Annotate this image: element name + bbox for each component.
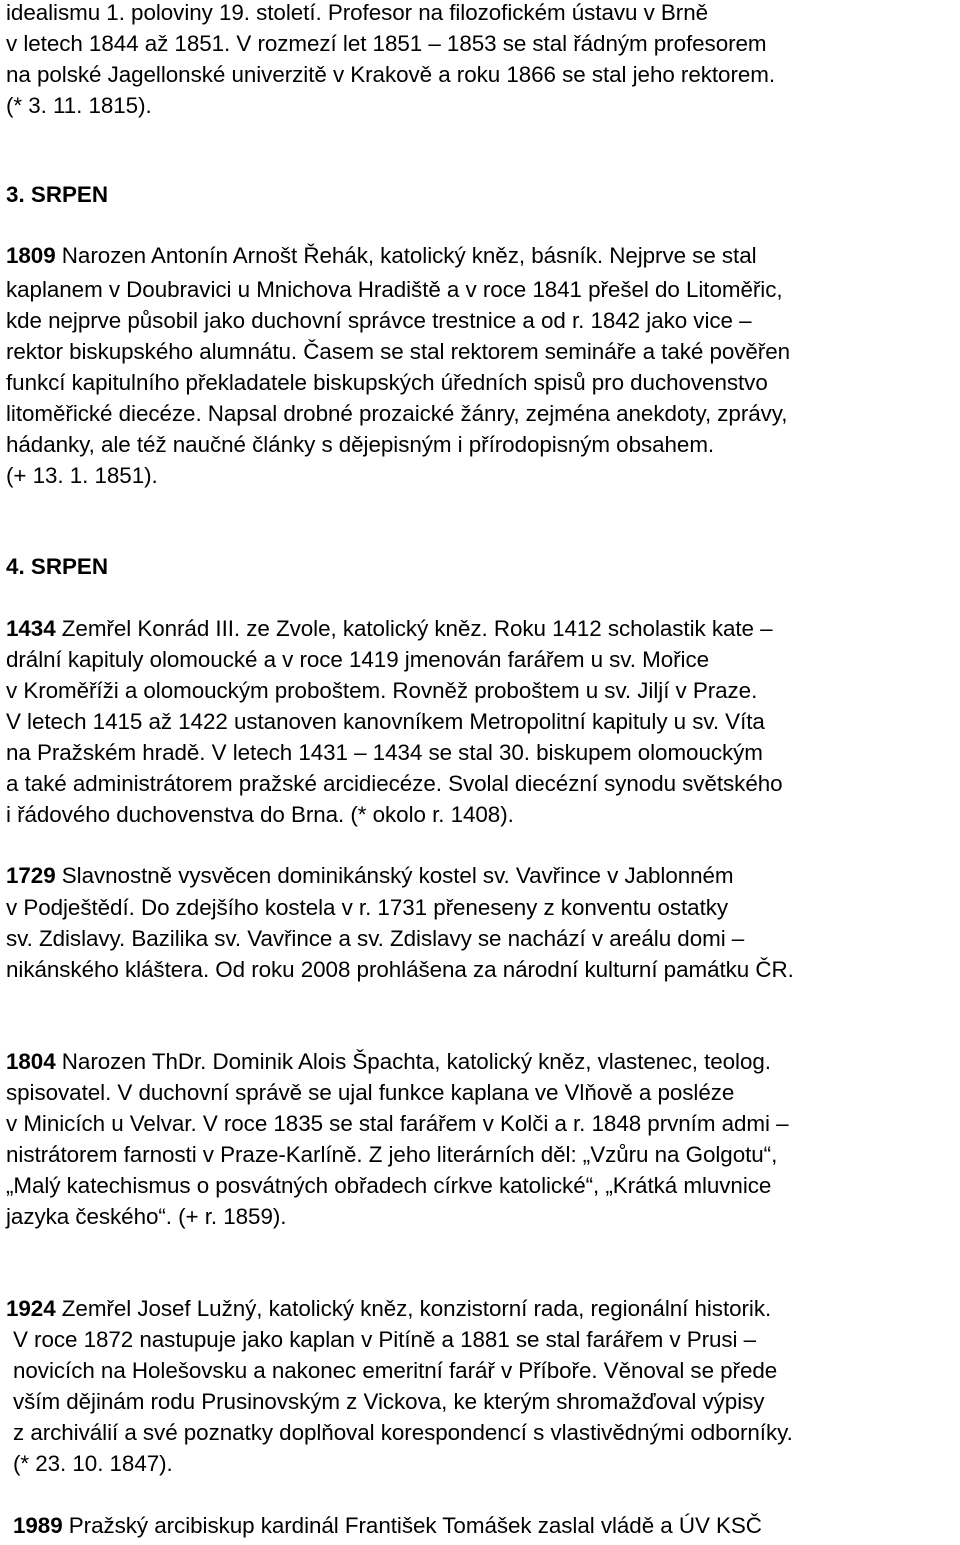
text-line: funkcí kapitulního překladatele biskupských úředních spisů pro duchovenstvo: [6, 370, 768, 395]
entry-first-line: [6, 863, 734, 889]
text-line: novicích na Holešovsku a nakonec emeritní farář v Příboře. Věnoval se přede: [13, 1358, 778, 1383]
text-line: drální kapituly olomoucké a v roce 1419 jmenován farářem u sv. Mořice: [6, 647, 710, 672]
text-line: (* 23. 10. 1847).: [13, 1451, 173, 1476]
text-line: na polské Jagellonské univerzitě v Krakově a roku 1866 se stal jeho rektorem.: [6, 62, 776, 87]
text-line: nistrátorem farnosti v Praze-Karlíně. Z jeho literárních děl: „Vzůru na Golgotu“,: [6, 1142, 778, 1167]
text-line: sv. Zdislavy. Bazilika sv. Vavřince a sv. Zdislavy se nachází v areálu domi –: [6, 926, 745, 951]
entry-text: Zemřel Josef Lužný, katolický kněz, konzistorní rada, regionální historik.: [55, 1296, 772, 1321]
entry-text: Narozen Antonín Arnošt Řehák, katolický kněz, básník. Nejprve se stal: [55, 243, 757, 268]
entry-first-line: [6, 243, 757, 269]
text-line: a také administrátorem pražské arcidiecéze. Svolal diecézní synodu světského: [6, 771, 783, 796]
entry-text: Zemřel Konrád III. ze Zvole, katolický kněz. Roku 1412 scholastik kate –: [55, 616, 773, 641]
text-line: nikánského kláštera. Od roku 2008 prohlášena za národní kulturní památku ČR.: [6, 957, 794, 982]
text-line: V roce 1872 nastupuje jako kaplan v Pitíně a 1881 se stal farářem v Prusi –: [13, 1327, 757, 1352]
entry-text: Slavnostně vysvěcen dominikánský kostel sv. Vavřince v Jablonném: [55, 863, 734, 888]
entry-text: Pražský arcibiskup kardinál František Tomášek zaslal vládě a ÚV KSČ: [62, 1513, 762, 1538]
text-line: jazyka českého“. (+ r. 1859).: [6, 1204, 287, 1229]
text-line: z archiválií a své poznatky doplňoval korespondencí s vlastivědnými odborníky.: [13, 1420, 793, 1445]
text-line: kde nejprve působil jako duchovní správce trestnice a od r. 1842 jako vice –: [6, 308, 752, 333]
entry-first-line: [13, 1513, 762, 1539]
entry-year: 1809: [6, 243, 56, 268]
text-line: v Kroměříži a olomouckým proboštem. Rovněž proboštem u sv. Jiljí v Praze.: [6, 678, 758, 703]
date-heading: 4. SRPEN: [6, 554, 109, 579]
text-line: „Malý katechismus o posvátných obřadech církve katolické“, „Krátká mluvnice: [6, 1173, 772, 1198]
text-line: v Minicích u Velvar. V roce 1835 se stal farářem v Kolči a r. 1848 prvním admi –: [6, 1111, 789, 1136]
entry-year: 1989: [13, 1513, 63, 1538]
entry-year: 1729: [6, 863, 56, 888]
text-line: V letech 1415 až 1422 ustanoven kanovníkem Metropolitní kapituly u sv. Víta: [6, 709, 765, 734]
text-line: vším dějinám rodu Prusinovským z Vickova, ke kterým shromažďoval výpisy: [13, 1389, 765, 1414]
entry-text: Narozen ThDr. Dominik Alois Špachta, katolický kněz, vlastenec, teolog.: [55, 1049, 771, 1074]
text-line: spisovatel. V duchovní správě se ujal funkce kaplana ve Vlňově a posléze: [6, 1080, 735, 1105]
entry-first-line: [6, 1049, 771, 1075]
text-line: na Pražském hradě. V letech 1431 – 1434 se stal 30. biskupem olomouckým: [6, 740, 763, 765]
text-line: (+ 13. 1. 1851).: [6, 463, 158, 488]
text-line: idealismu 1. poloviny 19. století. Profesor na filozofickém ústavu v Brně: [6, 0, 708, 25]
entry-year: 1804: [6, 1049, 56, 1074]
entry-year: 1924: [6, 1296, 56, 1321]
entry-first-line: [6, 1296, 771, 1322]
text-line: v Podještědí. Do zdejšího kostela v r. 1731 přeneseny z konventu ostatky: [6, 895, 729, 920]
text-line: litoměřické diecéze. Napsal drobné prozaické žánry, zejména anekdoty, zprávy,: [6, 401, 788, 426]
entry-year: 1434: [6, 616, 56, 641]
date-heading: 3. SRPEN: [6, 182, 109, 207]
text-line: rektor biskupského alumnátu. Časem se stal rektorem semináře a také pověřen: [6, 339, 791, 364]
text-line: i řádového duchovenstva do Brna. (* okolo r. 1408).: [6, 802, 514, 827]
text-line: kaplanem v Doubravici u Mnichova Hradiště a v roce 1841 přešel do Litoměřic,: [6, 277, 783, 302]
text-line: (* 3. 11. 1815).: [6, 93, 152, 118]
text-line: hádanky, ale též naučné články s dějepisným i přírodopisným obsahem.: [6, 432, 715, 457]
text-line: v letech 1844 až 1851. V rozmezí let 1851 – 1853 se stal řádným profesorem: [6, 31, 767, 56]
entry-first-line: [6, 616, 773, 642]
